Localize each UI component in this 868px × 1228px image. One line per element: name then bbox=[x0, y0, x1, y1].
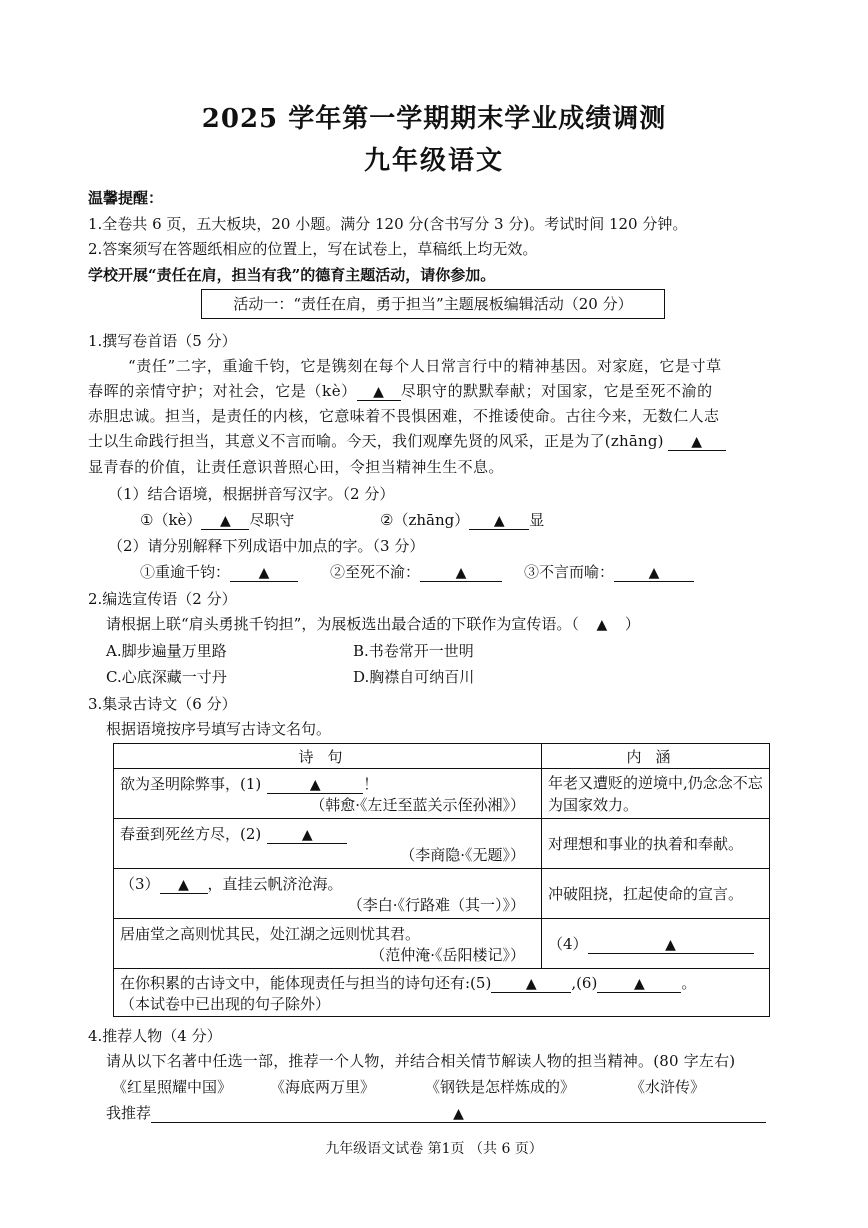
book-3: 《钢铁是怎样炼成的》 bbox=[425, 1078, 576, 1096]
meaning-cell-1: 年老又遭贬的逆境中,仍念念不忘为国家效力。 bbox=[542, 769, 770, 819]
q2-option-d[interactable]: D.胸襟自可纳百川 bbox=[353, 668, 475, 686]
poem-source-1: （韩愈·《左迁至蓝关示侄孙湘》） bbox=[310, 795, 525, 814]
meaning-cell-2: 对理想和事业的执着和奉献。 bbox=[542, 819, 770, 869]
triangle-icon: ▲ bbox=[453, 1106, 464, 1122]
triangle-icon: ▲ bbox=[648, 565, 660, 581]
answer-blank[interactable] bbox=[230, 563, 298, 582]
q1-sub1: （1）结合语境，根据拼音写汉字。（2 分） bbox=[108, 485, 395, 503]
poem-table bbox=[113, 743, 770, 1017]
q1-sub1a-label: ①（kè） bbox=[140, 511, 202, 529]
answer-blank[interactable] bbox=[151, 1104, 766, 1123]
poem-cell-4 bbox=[114, 919, 542, 969]
exam-subject: 九年级语文 bbox=[363, 146, 504, 176]
answer-blank[interactable] bbox=[267, 825, 347, 844]
q1-sub2b-label: ②至死不渝： bbox=[330, 563, 421, 581]
q1-sub1-a bbox=[140, 509, 294, 531]
col-header-poem: 诗句 bbox=[114, 744, 542, 769]
answer-blank[interactable] bbox=[614, 563, 694, 582]
poem-line-1-end: ！ bbox=[363, 774, 379, 793]
book-4: 《水浒传》 bbox=[630, 1078, 706, 1096]
poem-source-2: （李商隐·《无题》） bbox=[400, 845, 525, 864]
triangle-icon: ▲ bbox=[309, 776, 321, 793]
q1-passage-line-3: 赤胆忠诚。担当，是责任的内核，它意味着不畏惧困难，不推诿使命。古往今来，无数仁人志 bbox=[88, 407, 720, 425]
meaning-cell-4 bbox=[542, 919, 770, 969]
triangle-icon: ▲ bbox=[220, 513, 231, 529]
q1-sub1-b bbox=[380, 509, 544, 531]
q2-option-c[interactable]: C.心底深藏一寸丹 bbox=[106, 668, 227, 686]
answer-blank[interactable] bbox=[420, 563, 502, 582]
q1-passage-4: 士以生命践行担当，其意义不言而喻。今天，我们观摩先贤的风采，正是为了(zhāng) bbox=[88, 432, 664, 450]
q1-sub2c-label: ③不言而喻： bbox=[524, 563, 615, 581]
q2-option-b[interactable]: B.书卷常开一世明 bbox=[353, 642, 474, 660]
q2-title: 2.编选宣传语（2 分） bbox=[88, 590, 237, 608]
book-2: 《海底两万里》 bbox=[270, 1078, 376, 1096]
triangle-icon: ▲ bbox=[455, 565, 467, 581]
q4-title: 4.推荐人物（4 分） bbox=[88, 1027, 222, 1045]
answer-blank[interactable] bbox=[597, 974, 681, 993]
poem-source-4: （范仲淹·《岳阳楼记》） bbox=[370, 945, 525, 964]
q1-sub1b-label: ②（zhāng） bbox=[380, 511, 470, 529]
activity-theme: 学校开展“责任在肩，担当有我”的德育主题活动，请你参加。 bbox=[88, 266, 496, 284]
poem-line-4: 居庙堂之高则忧其民，处江湖之远则忧其君。 bbox=[120, 924, 421, 943]
q2-stem bbox=[106, 613, 640, 636]
triangle-icon: ▲ bbox=[258, 565, 270, 581]
q3-stem: 根据语境按序号填写古诗文名句。 bbox=[106, 720, 332, 738]
triangle-icon: ▲ bbox=[373, 384, 385, 400]
triangle-icon: ▲ bbox=[691, 434, 703, 450]
answer-blank[interactable] bbox=[160, 875, 208, 894]
answer-blank[interactable] bbox=[469, 511, 529, 530]
extra-poem-cell bbox=[114, 969, 770, 1017]
poem-line-2: 春蚕到死丝方尽，(2) bbox=[120, 824, 262, 843]
q1-passage-2b: 尽职守的默默奉献；对国家，它是至死不渝的 bbox=[400, 382, 713, 400]
answer-blank[interactable] bbox=[668, 432, 726, 451]
q2-stem-text: 请根据上联“肩头勇挑千钧担”，为展板选出最合适的下联作为宣传语。（ bbox=[106, 615, 579, 633]
book-1: 《红星照耀中国》 bbox=[112, 1078, 233, 1096]
triangle-icon: ▲ bbox=[665, 937, 676, 953]
answer-blank[interactable] bbox=[588, 935, 754, 954]
notice-heading: 温馨提醒： bbox=[88, 189, 164, 207]
exam-title: 2025 学年第一学期期末学业成绩调测 bbox=[201, 104, 667, 134]
poem-line-3: ，直挂云帆济沧海。 bbox=[207, 874, 343, 893]
q1-sub2: （2）请分别解释下列成语中加点的字。（3 分） bbox=[108, 537, 425, 555]
col-header-meaning: 内涵 bbox=[542, 744, 770, 769]
q1-passage-line-5: 显青春的价值，让责任意识普照心田，令担当精神生生不息。 bbox=[88, 458, 504, 476]
q2-option-a[interactable]: A.脚步遍量万里路 bbox=[106, 642, 227, 660]
answer-blank[interactable] bbox=[491, 974, 571, 993]
q1-sub2a-label: ①重逾千钧： bbox=[140, 563, 231, 581]
q1-sub1a-word: 尽职守 bbox=[249, 511, 295, 529]
notice-line-2: 2.答案须写在答题纸相应的位置上，写在试卷上，草稿纸上均无效。 bbox=[88, 240, 538, 258]
answer-blank[interactable] bbox=[201, 511, 249, 530]
q1-sub2-c bbox=[524, 561, 694, 583]
q1-passage-line-2 bbox=[88, 380, 713, 402]
q4-stem: 请从以下名著中任选一部，推荐一个人物，并结合相关情节解读人物的担当精神。(80 字左右) bbox=[106, 1052, 736, 1070]
recommend-label: 我推荐 bbox=[106, 1104, 152, 1122]
triangle-icon: ▲ bbox=[301, 826, 313, 843]
extra-poem-prompt: 在你积累的古诗文中，能体现责任与担当的诗句还有:(5) bbox=[120, 973, 492, 992]
extra-poem-mid: ,(6) bbox=[571, 973, 598, 992]
page-footer: 九年级语文试卷 第1页 （共 6 页） bbox=[325, 1141, 543, 1157]
q1-passage-line-4 bbox=[88, 430, 726, 452]
poem-source-3: （李白·《行路难（其一）》） bbox=[347, 895, 525, 914]
triangle-icon: ▲ bbox=[525, 975, 537, 992]
poem-line-1: 欲为圣明除弊事，(1) bbox=[120, 774, 262, 793]
answer-blank[interactable] bbox=[357, 382, 401, 401]
triangle-icon: ▲ bbox=[633, 975, 645, 992]
answer-blank[interactable] bbox=[267, 775, 363, 794]
q1-passage-2a: 春晖的亲情守护；对社会，它是（kè） bbox=[88, 382, 357, 400]
poem-cell-2 bbox=[114, 819, 542, 869]
q1-sub2-a bbox=[140, 561, 298, 583]
recommend-line bbox=[106, 1102, 766, 1124]
poem-line-3-pre: （3） bbox=[120, 874, 160, 893]
q1-sub1b-word: 显 bbox=[529, 511, 545, 529]
extra-poem-end: 。 bbox=[681, 973, 697, 992]
notice-line-1: 1.全卷共 6 页，五大板块，20 小题。满分 120 分(含书写分 3 分)。考试时间 120 分钟。 bbox=[88, 215, 688, 233]
triangle-icon: ▲ bbox=[178, 876, 189, 893]
q3-title: 3.集录古诗文（6 分） bbox=[88, 695, 237, 713]
q2-stem-end: ） bbox=[624, 615, 640, 633]
poem-cell-3 bbox=[114, 869, 542, 919]
activity-1-box: 活动一：“责任在肩，勇于担当”主题展板编辑活动（20 分） bbox=[201, 289, 665, 319]
meaning-cell-3: 冲破阻挠，扛起使命的宣言。 bbox=[542, 869, 770, 919]
triangle-icon[interactable]: ▲ bbox=[596, 617, 608, 633]
q1-title: 1.撰写卷首语（5 分） bbox=[88, 332, 237, 350]
extra-poem-note: （本试卷中已出现的句子除外） bbox=[120, 994, 331, 1013]
meaning-4-label: （4） bbox=[548, 935, 588, 953]
q1-sub2-b bbox=[330, 561, 502, 583]
poem-cell-1 bbox=[114, 769, 542, 819]
triangle-icon: ▲ bbox=[493, 513, 505, 529]
q1-passage-line-1: “责任”二字，重逾千钧，它是镌刻在每个人日常言行中的精神基因。对家庭，它是寸草 bbox=[128, 357, 722, 375]
